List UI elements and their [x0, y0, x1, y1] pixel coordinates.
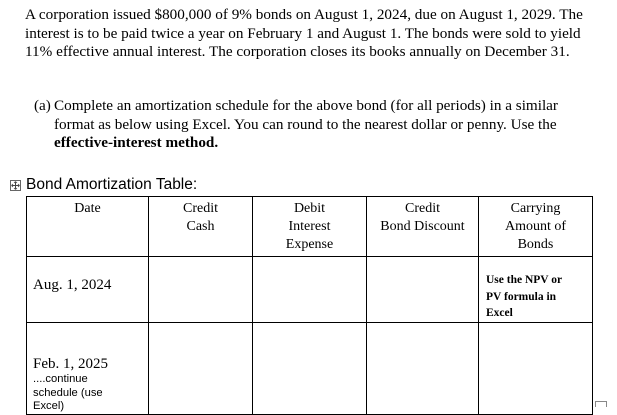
task-label: (a): [34, 97, 51, 114]
task-text: Complete an amortization schedule for the above bond (for all periods) in a similar format as below using Excel. You can round to the nearest dollar or penny. Use the: [54, 97, 558, 133]
header-carrying-amount: Carrying Amount of Bonds: [479, 197, 593, 257]
header-credit-discount: Credit Bond Discount: [367, 197, 479, 257]
table-header-row: [27, 197, 593, 257]
row1-debit-interest[interactable]: [253, 257, 367, 323]
row2-debit-interest[interactable]: [253, 323, 367, 415]
row2-date[interactable]: Feb. 1, 2025 ....continue schedule (use Excel): [27, 323, 149, 415]
task-body: [54, 97, 594, 153]
task-a: [34, 97, 594, 153]
row1-credit-discount[interactable]: [367, 257, 479, 323]
amortization-table: [26, 196, 593, 415]
problem-statement: A corporation issued $800,000 of 9% bonds on August 1, 2024, due on August 1, 2029. The interest is to be paid twice a year on February 1 and August 1. The bonds were sold to yield 11% effective annual interest. The corporation closes its books annually on December 31.: [25, 6, 583, 60]
row1-credit-cash[interactable]: [149, 257, 253, 323]
table-title: Bond Amortization Table:: [26, 176, 198, 193]
header-credit-cash: Credit Cash: [149, 197, 253, 257]
header-date: Date: [27, 197, 149, 257]
table-row: [27, 257, 593, 323]
table-move-handle-icon[interactable]: [10, 180, 21, 191]
table-resize-handle-icon[interactable]: [595, 401, 607, 407]
row1-carrying-note[interactable]: Use the NPV or PV formula in Excel: [479, 257, 593, 323]
row2-carrying-amount[interactable]: [479, 323, 593, 415]
row2-credit-discount[interactable]: [367, 323, 479, 415]
task-method: effective-interest method.: [54, 134, 219, 151]
row1-date[interactable]: Aug. 1, 2024: [27, 257, 149, 323]
row2-credit-cash[interactable]: [149, 323, 253, 415]
header-debit-interest: Debit Interest Expense: [253, 197, 367, 257]
table-row: [27, 323, 593, 415]
